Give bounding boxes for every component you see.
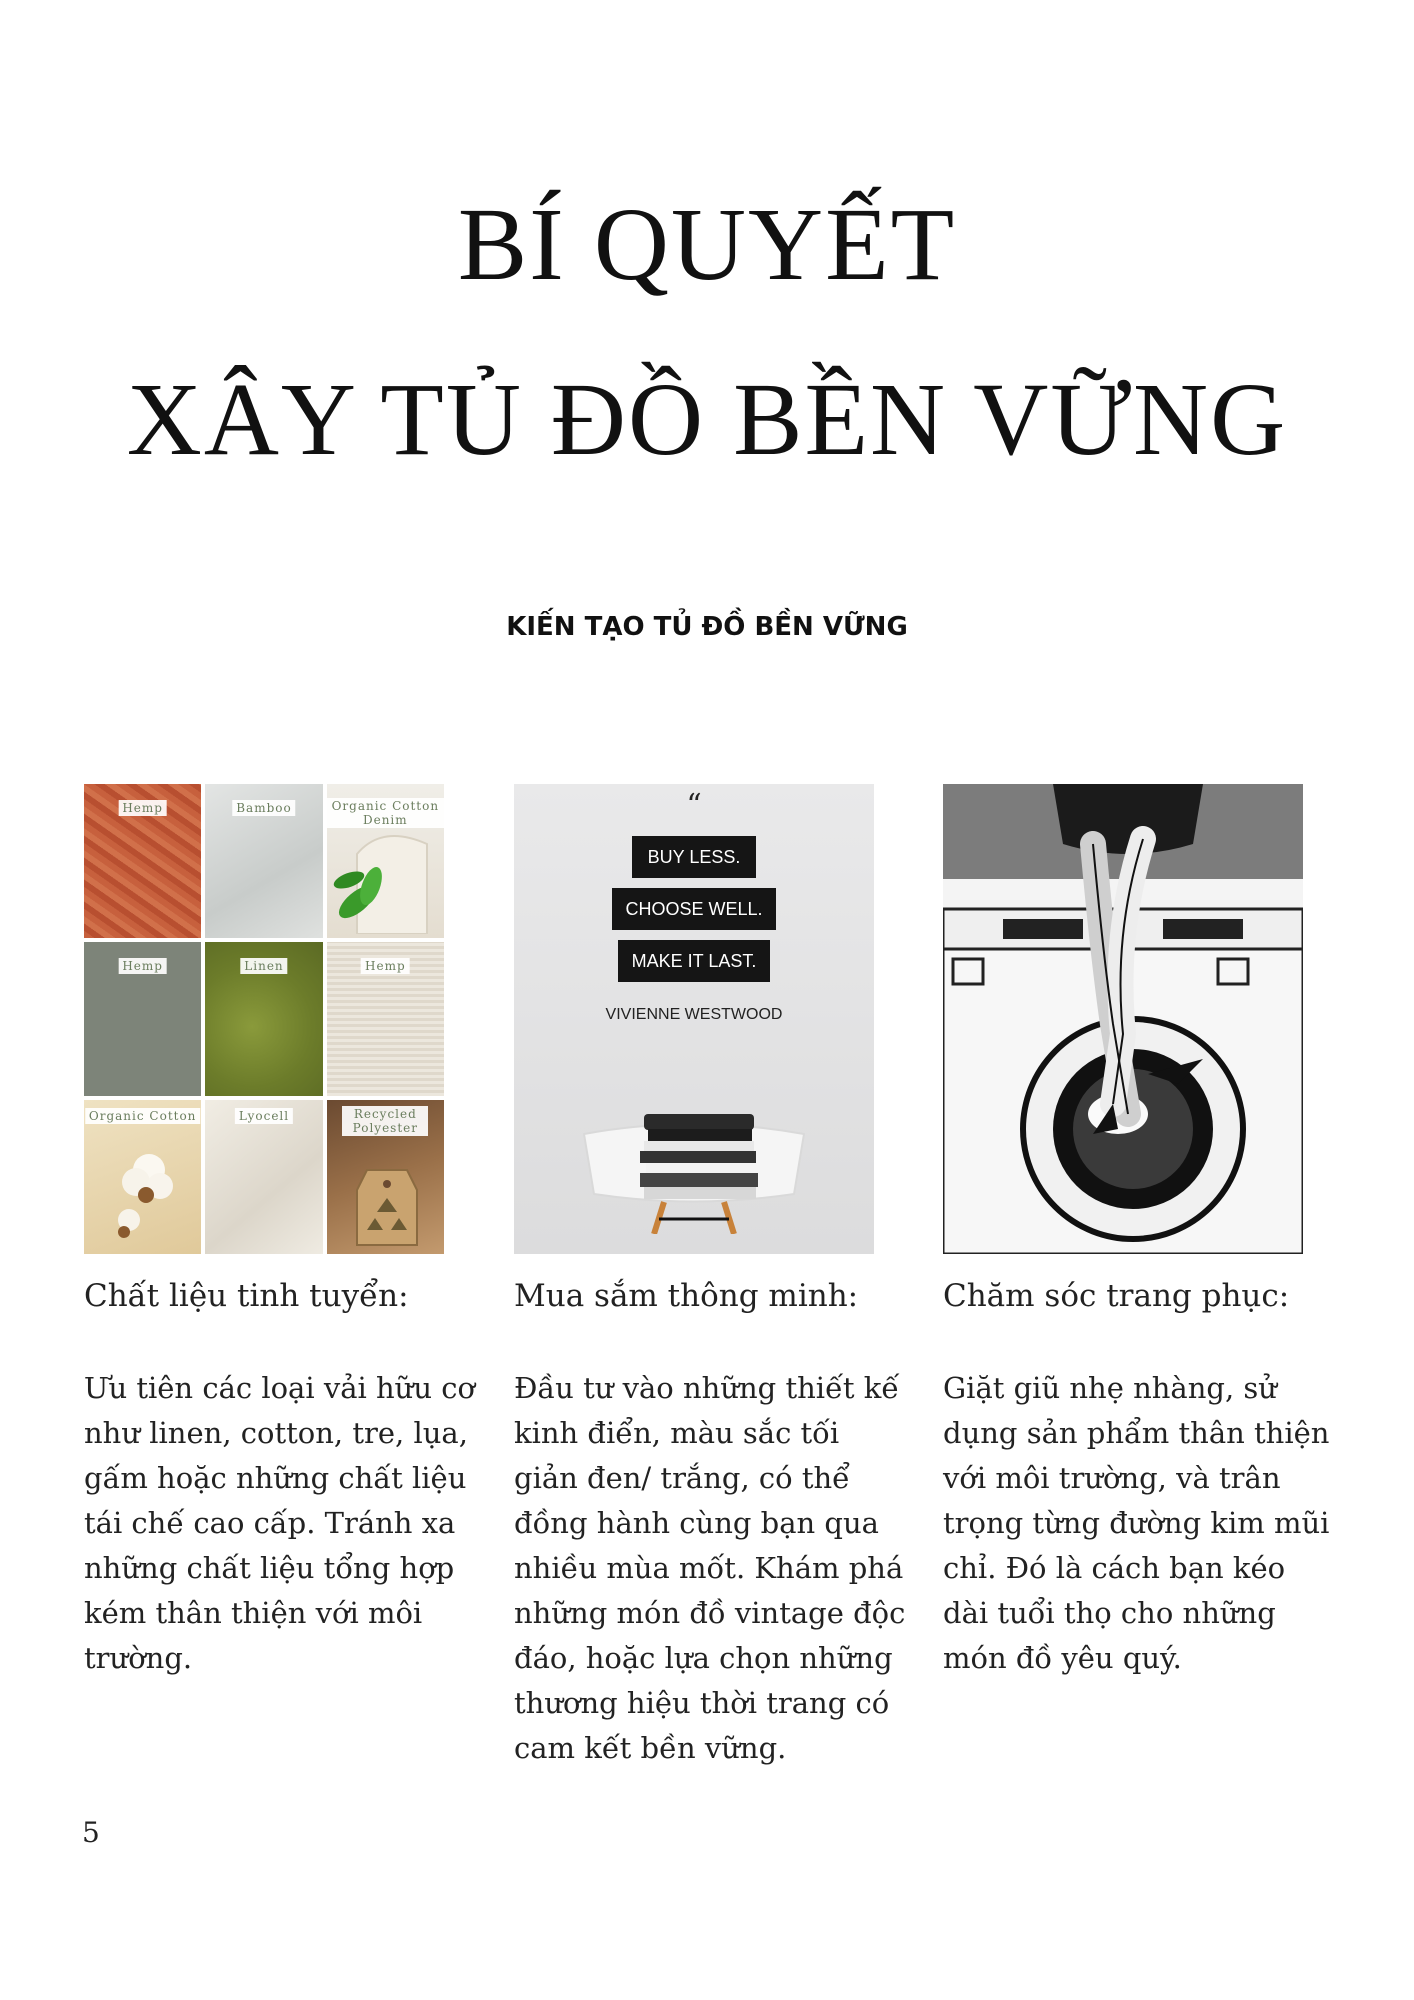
fabric-label: Hemp	[361, 958, 410, 974]
quote-line: BUY LESS.	[632, 836, 756, 878]
fabric-tile	[205, 1100, 322, 1254]
fabric-tile	[327, 942, 444, 1096]
fabric-tile	[205, 942, 322, 1096]
fabric-tile	[205, 784, 322, 938]
page-number: 5	[82, 1816, 100, 1849]
fabric-label: Hemp	[118, 958, 167, 974]
section-subtitle: KIẾN TẠO TỦ ĐỒ BỀN VỮNG	[506, 612, 908, 642]
fabric-tile	[84, 942, 201, 1096]
column-heading: Chăm sóc trang phục:	[943, 1278, 1290, 1314]
fabric-label: Recycled Polyester	[342, 1106, 428, 1136]
recycle-tag-icon	[327, 1100, 437, 1250]
column-heading: Mua sắm thông minh:	[514, 1278, 859, 1314]
washing-machine-illustration	[943, 784, 1303, 1254]
fabric-label: Organic Cotton	[85, 1108, 201, 1124]
fabric-tile	[327, 1100, 444, 1254]
quote-mark: “	[686, 788, 702, 823]
fabric-label: Hemp	[118, 800, 167, 816]
cotton-flower-icon	[84, 1100, 194, 1250]
fabric-label: Bamboo	[232, 800, 295, 816]
column-materials	[84, 784, 484, 1681]
fabric-tile	[327, 784, 444, 938]
column-care	[943, 784, 1343, 1681]
column-heading: Chất liệu tinh tuyển:	[84, 1278, 409, 1314]
leaf-icon	[327, 784, 437, 934]
quote-author: VIVIENNE WESTWOOD	[605, 1006, 783, 1023]
quote-line: MAKE IT LAST.	[618, 940, 770, 982]
column-body: Ưu tiên các loại vải hữu cơ như linen, cotton, tre, lụa, gấm hoặc những chất liệu tái chế cao cấp. Tránh xa những chất liệu tổng hợp kém thân thiện với môi trường.	[84, 1371, 475, 1675]
quote-image	[514, 784, 874, 1254]
fabric-label: Organic Cotton Denim	[327, 798, 444, 828]
page-title-line-1: BÍ QUYẾT	[457, 187, 957, 302]
quote-line: CHOOSE WELL.	[612, 888, 776, 930]
column-body: Đầu tư vào những thiết kế kinh điển, màu sắc tối giản đen/ trắng, có thể đồng hành cùng bạn qua nhiều mùa mốt. Khám phá những món đồ vintage độc đáo, hoặc lựa chọn những thương hiệu thời trang có cam kết bền vững.	[514, 1371, 906, 1765]
fabric-tile	[84, 784, 201, 938]
fabric-tile	[84, 1100, 201, 1254]
page-title-line-2: XÂY TỦ ĐỒ BỀN VỮNG	[126, 362, 1288, 477]
chair-with-clothes-icon	[574, 1074, 814, 1234]
column-body: Giặt giũ nhẹ nhàng, sử dụng sản phẩm thân thiện với môi trường, và trân trọng từng đường kim mũi chỉ. Đó là cách bạn kéo dài tuổi thọ cho những món đồ yêu quý.	[943, 1371, 1330, 1675]
fabric-label: Lyocell	[235, 1108, 293, 1124]
fabric-label: Linen	[240, 958, 287, 974]
column-shopping	[514, 784, 914, 1771]
fabric-grid-image	[84, 784, 444, 1254]
laundromat-image	[943, 784, 1303, 1254]
